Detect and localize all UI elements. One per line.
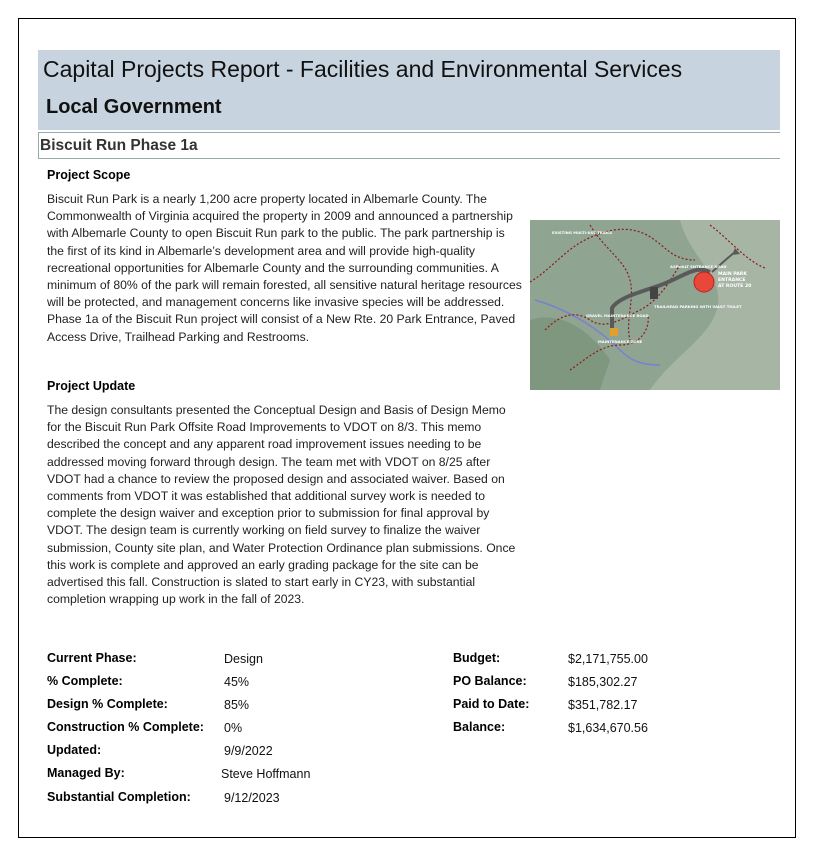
paid-to-date-value: $351,782.17 (568, 698, 638, 712)
trailhead-parking (650, 287, 658, 299)
map-label-main-entrance-2: ENTRANCE (718, 278, 746, 283)
design-complete-value: 85% (224, 698, 250, 712)
substantial-completion-value: 9/12/2023 (224, 791, 280, 805)
map-label-gravel-road: GRAVEL MAINTENANCE ROAD (586, 313, 649, 318)
divider (38, 133, 39, 158)
project-name: Biscuit Run Phase 1a (40, 137, 198, 154)
scope-text: Biscuit Run Park is a nearly 1,200 acre property located in Albemarle County. The Commonwealth of Virginia acquired the property in 2009 and announced a partnership with Albemarle County to open Biscuit Run park to the public. The park partnership is the first of its kind in Albemarle’s development area and will provide high-quality recreational opportunities for Albemarle County and the surrounding communities. A minimum of 80% of the park will remain forested, all sensitive natural heritage resources will be protected, and management concerns like invasive species will be addressed. Phase 1a of the Biscuit Run project will consist of a New Rte. 20 Park Entrance, Paved Access Drive, Trailhead Parking and Restrooms. (47, 192, 522, 344)
map-label-main-entrance-3: AT ROUTE 20 (718, 284, 752, 289)
balance-label: Balance: (453, 720, 506, 734)
report-title: Capital Projects Report - Facilities and Environmental Services (43, 56, 683, 82)
po-balance-label: PO Balance: (453, 674, 527, 688)
report-header (38, 50, 780, 130)
map-label-maintenance-zone: MAINTENANCE ZONE (598, 339, 643, 344)
current-phase-value: Design (224, 652, 263, 666)
budget-value: $2,171,755.00 (568, 652, 648, 666)
site-map (530, 220, 780, 390)
po-balance-value: $185,302.27 (568, 675, 638, 689)
substantial-completion-label: Substantial Completion: (47, 790, 191, 804)
map-label-main-entrance-1: MAIN PARK (718, 272, 747, 277)
divider (38, 158, 780, 159)
update-heading: Project Update (47, 379, 136, 393)
maintenance-building (610, 328, 618, 336)
construction-complete-label: Construction % Complete: (47, 720, 204, 734)
map-label-existing-trails: EXISTING MULTI-USE TRAILS (552, 230, 613, 235)
update-text: The design consultants presented the Conceptual Design and Basis of Design Memo for the Biscuit Run Park Offsite Road Improvements to VDOT on 8/3. This memo described the concept and any apparent road improvement issues needing to be addressed moving forward through design. The team met with VDOT on 8/25 after VDOT had a chance to review the proposed design and associated waiver. Based on comments from VDOT it was established that additional survey work is needed to complete the design waiver and exception prior to submission for final approval by VDOT. The design team is currently working on field survey to finalize the waiver submission, County site plan, and Water Protection Ordinance plan submissions. Once this work is complete and approved an early grading package for the site can be advertised this fall. Construction is slated to start early in CY23, with substantial completion wrapping up work in the fall of 2023. (47, 403, 516, 607)
budget-label: Budget: (453, 651, 501, 665)
divider (38, 132, 780, 133)
main-entrance-marker (694, 272, 714, 292)
updated-value: 9/9/2022 (224, 744, 273, 758)
scope-heading: Project Scope (47, 168, 131, 182)
managed-by-value: Steve Hoffmann (221, 767, 311, 781)
paid-to-date-label: Paid to Date: (453, 697, 530, 711)
percent-complete-value: 45% (224, 675, 250, 689)
report-subtitle: Local Government (46, 96, 222, 118)
construction-complete-value: 0% (224, 721, 243, 735)
map-label-entrance-road: ASPHALT ENTRANCE ROAD (670, 264, 727, 269)
balance-value: $1,634,670.56 (568, 721, 648, 735)
map-label-trailhead: TRAILHEAD PARKING WITH VAULT TOILET (654, 304, 742, 309)
updated-label: Updated: (47, 743, 102, 757)
design-complete-label: Design % Complete: (47, 697, 168, 711)
current-phase-label: Current Phase: (47, 651, 137, 665)
percent-complete-label: % Complete: (47, 674, 123, 688)
managed-by-label: Managed By: (47, 766, 125, 780)
